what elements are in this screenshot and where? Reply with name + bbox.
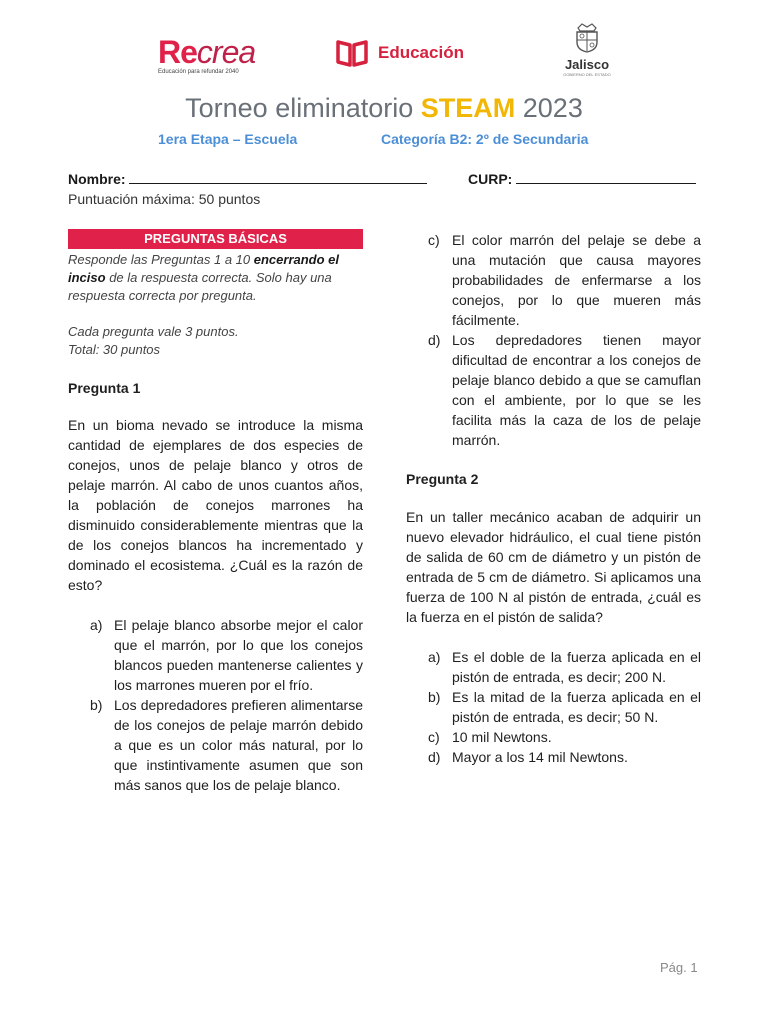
max-score: Puntuación máxima: 50 puntos xyxy=(68,191,261,207)
points-each: Cada pregunta vale 3 puntos. xyxy=(68,324,239,339)
option-2d[interactable]: d) Mayor a los 14 mil Newtons. xyxy=(428,749,628,765)
jalisco-label: Jalisco xyxy=(564,57,610,72)
open-book-icon xyxy=(335,38,369,68)
option-1d[interactable]: d) Los depredadores tienen mayor dificultad de encontrar a los conejos de pelaje blanco debido a que se camuflan con el ambiente, por lo que se les facilita más la caza de los de pelaje marrón. xyxy=(428,332,701,448)
instructions: Responde las Preguntas 1 a 10 encerrando el inciso de la respuesta correcta. Solo hay una respuesta correcta por pregunta. xyxy=(68,252,340,303)
question-1-text: En un bioma nevado se introduce la misma cantidad de ejemplares de dos especies de conejos, unos de pelaje blanco y otros de pelaje marrón. Al cabo de unos cuantos años, la población de conejos marrones ha disminuido considerablemente mientras que la de los conejos blancos ha incrementado y dominado el ecosistema. ¿Cuál es la razón de esto? xyxy=(68,417,363,593)
section-banner: PREGUNTAS BÁSICAS xyxy=(68,229,363,249)
question-2-text: En un taller mecánico acaban de adquirir un nuevo elevador hidráulico, el cual tiene pistón de salida de 60 cm de diámetro y un pistón de entrada de 5 cm de diámetro. Si aplicamos una fuerza de 100 N al pistón de entrada, ¿cuál es la fuerza en el pistón de salida? xyxy=(406,509,701,625)
option-1b[interactable]: b) Los depredadores prefieren alimentarse de los conejos de pelaje marrón debido a que es un color más natural, por lo que instintivamente asumen que son más sanos que los de pelaje blanco. xyxy=(90,697,363,793)
points-total: Total: 30 puntos xyxy=(68,342,161,357)
recrea-logo xyxy=(158,36,268,76)
recrea-logo-re: Re xyxy=(158,34,197,70)
option-1c[interactable]: c) El color marrón del pelaje se debe a una mutación que causa mayores probabilidades de enfermarse a los conejos, por lo que mueren más fácilmente. xyxy=(428,232,701,328)
name-blank[interactable] xyxy=(129,171,427,184)
left-column xyxy=(68,229,363,795)
right-column xyxy=(406,229,701,767)
name-field xyxy=(68,171,427,187)
option-2b[interactable]: b) Es la mitad de la fuerza aplicada en el pistón de entrada, es decir; 50 N. xyxy=(428,689,701,725)
question-1-heading: Pregunta 1 xyxy=(68,380,141,396)
educacion-label: Educación xyxy=(378,43,464,62)
recrea-tagline: Educación para refundar 2040 xyxy=(158,69,239,75)
question-2-options xyxy=(406,647,701,767)
jalisco-crest-icon xyxy=(570,20,604,54)
name-label: Nombre: xyxy=(68,171,126,187)
title-prefix: Torneo eliminatorio xyxy=(185,93,421,123)
curp-field xyxy=(468,171,696,187)
curp-blank[interactable] xyxy=(516,171,696,184)
option-2c[interactable]: c) 10 mil Newtons. xyxy=(428,729,552,745)
option-2a[interactable]: a) Es el doble de la fuerza aplicada en el pistón de entrada, es decir; 200 N. xyxy=(428,649,701,685)
jalisco-tagline: GOBIERNO DEL ESTADO xyxy=(563,72,611,77)
stage-subtitle: 1era Etapa – Escuela xyxy=(158,131,298,147)
page-number: Pág. 1 xyxy=(660,960,698,975)
question-1-options xyxy=(68,615,363,795)
recrea-logo-crea: crea xyxy=(196,34,256,70)
category-subtitle: Categoría B2: 2º de Secundaria xyxy=(381,131,589,147)
option-1a[interactable]: a) El pelaje blanco absorbe mejor el calor que el marrón, por lo que los conejos blancos pueden mantenerse calientes y los marrones mueren por el frío. xyxy=(90,617,363,693)
curp-label: CURP: xyxy=(468,171,513,187)
jalisco-logo xyxy=(552,20,622,77)
title-steam: STEAM xyxy=(420,93,516,123)
title-year: 2023 xyxy=(515,93,583,123)
page-title xyxy=(0,93,768,124)
educacion-logo xyxy=(335,36,464,70)
question-2-heading: Pregunta 2 xyxy=(406,471,479,487)
question-1-options-cont xyxy=(406,230,701,450)
